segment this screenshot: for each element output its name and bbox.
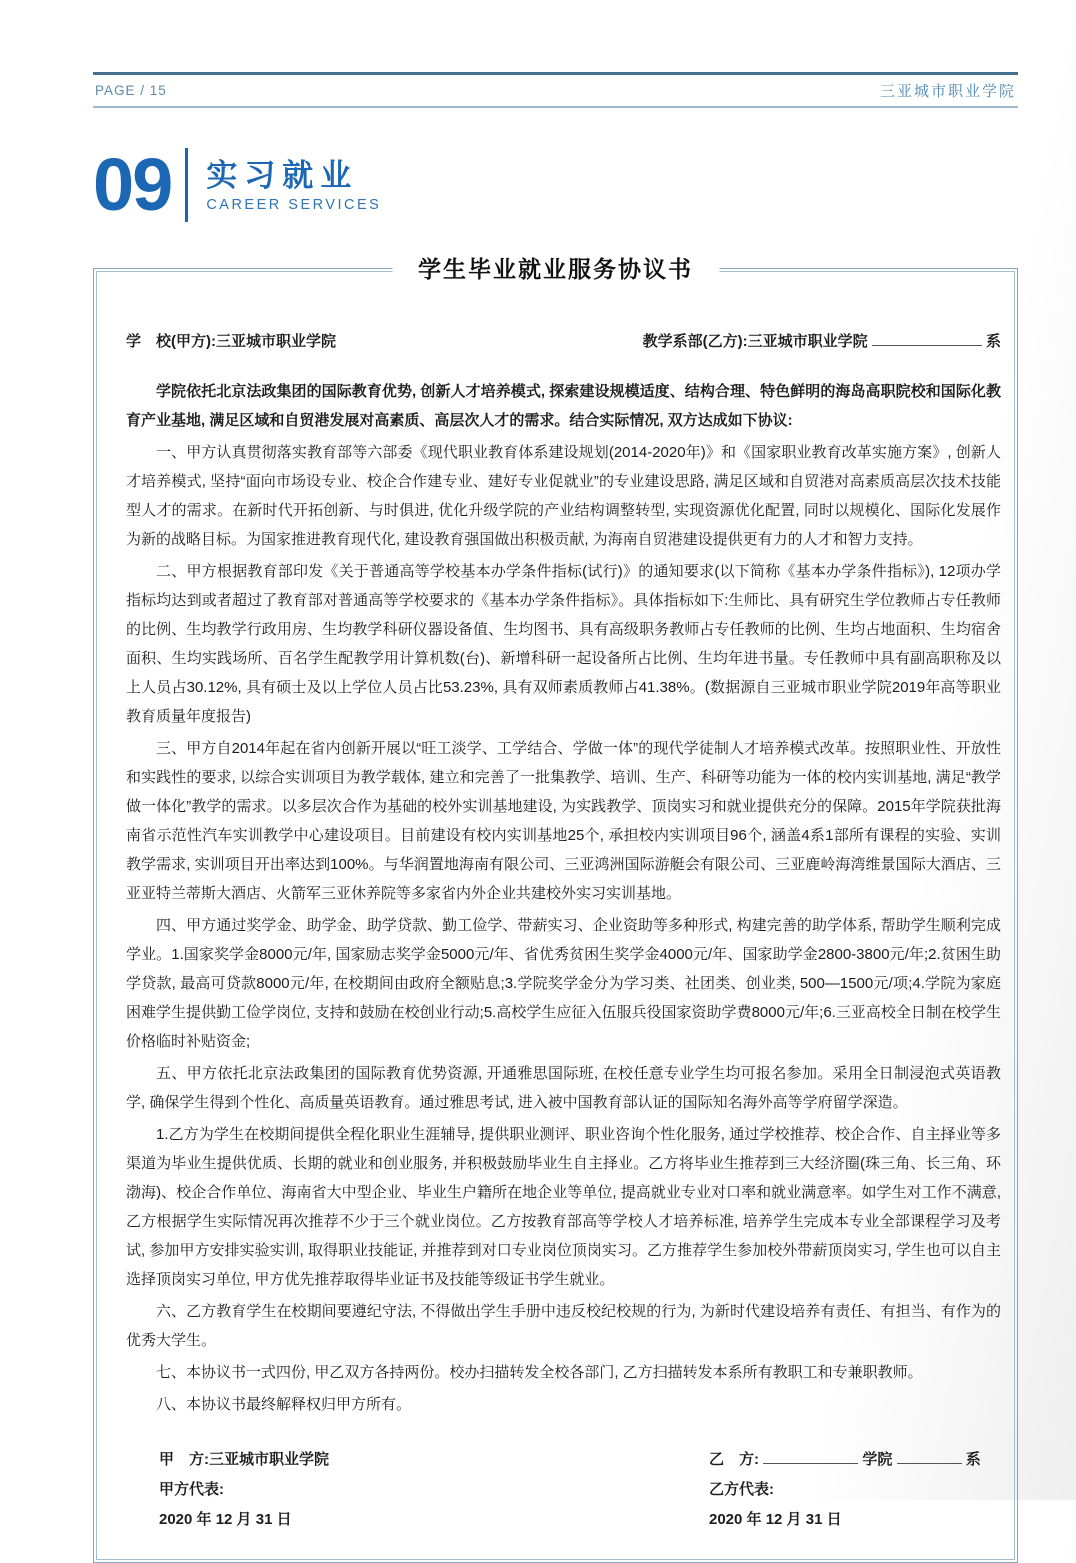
party-b-suffix: 系 [985, 333, 1001, 350]
party-b-name-mid: 学院 [862, 1451, 893, 1468]
clause-7: 七、本协议书一式四份, 甲乙双方各持两份。校办扫描转发全校各部门, 乙方扫描转发本系所有教职工和专兼职教师。 [156, 1364, 923, 1381]
party-b-date: 2020 年 12 月 31 日 [709, 1511, 842, 1528]
party-b-prefix: 教学系部(乙方):三亚城市职业学院 [642, 333, 868, 350]
party-a-line: 学 校(甲方):三亚城市职业学院 [126, 333, 336, 350]
clause-5: 五、甲方依托北京法政集团的国际教育优势资源, 开通雅思国际班, 在校任意专业学生均可报名参加。采用全日制浸泡式英语教学, 确保学生得到个性化、高质量英语教育。通过雅思考试, 进入被中国教育部认证的国际知名海外高等学府留学深造。 [126, 1065, 1001, 1111]
blank-underline [872, 332, 982, 346]
signature-block [126, 1445, 1001, 1535]
section-banner [93, 140, 1018, 230]
party-a-name: 甲 方:三亚城市职业学院 [159, 1451, 329, 1468]
agreement-box-inner [96, 271, 1015, 1560]
clause-2: 二、甲方根据教育部印发《关于普通高等学校基本办学条件指标(试行)》的通知要求(以下简称《基本办学条件指标》), 12项办学指标均达到或者超过了教育部对普通高等学校要求的《基本办学条件指标》。具体指标如下:生师比、具有研究生学位教师占专任教师的比例、生均教学行政用房、生均教学科研仪器设备值、生均图书、具有高级职务教师占专任教师的比例、生均占地面积、生均宿舍面积、生均实践场所、百名学生配教学用计算机数(台)、新增科研一起设备所占比例、生均年进书量。专任教师中具有副高职称及以上人员占30.12%, 具有硕士及以上学位人员占比53.23%, 具有双师素质教师占41.38%。(数据源自三亚城市职业学院2019年高等职业教育质量年度报告) [126, 563, 1001, 725]
blank-underline [763, 1450, 858, 1464]
party-a-representative: 甲方代表: [159, 1481, 224, 1498]
agreement-box [93, 256, 1018, 1563]
party-b-representative: 乙方代表: [709, 1481, 774, 1498]
party-b-name-suffix: 系 [965, 1451, 981, 1468]
section-title-en: CAREER SERVICES [206, 196, 382, 213]
party-b-name-prefix: 乙 方: [709, 1451, 759, 1468]
signature-party-b [709, 1445, 1001, 1535]
party-b-line [643, 330, 1001, 351]
clause-4: 四、甲方通过奖学金、助学金、助学贷款、勤工俭学、带薪实习、企业资助等多种形式, 构建完善的助学体系, 帮助学生顺利完成学业。1.国家奖学金8000元/年, 国家励志奖学金5000元/年、省优秀贫困生奖学金4000元/年、国家助学金2800-3800元/年;2.贫困生助学贷款, 最高可贷款8000元/年, 在校期间由政府全额贴息;3.学院奖学金分为学习类、社团类、创业类, 500—1500元/项;4.学院为家庭困难学生提供勤工俭学岗位, 支持和鼓励在校创业行动;5.高校学生应征入伍服兵役国家资助学费8000元/年;6.三亚高校全日制在校学生价格临时补贴资金; [126, 917, 1001, 1050]
intro-paragraph: 学院依托北京法政集团的国际教育优势, 创新人才培养模式, 探索建设规模适度、结构合理、特色鲜明的海岛高职院校和国际化教育产业基地, 满足区域和自贸港发展对高素质、高层次人才的需求。结合实际情况, 双方达成如下协议: [126, 383, 1001, 429]
section-number: 09 [93, 143, 172, 226]
page-header [93, 75, 1018, 106]
clause-5-sub-1: 1.乙方为学生在校期间提供全程化职业生涯辅导, 提供职业测评、职业咨询个性化服务, 通过学校推荐、校企合作、自主择业等多渠道为毕业生提供优质、长期的就业和创业服务, 并积极鼓励毕业生自主择业。乙方将毕业生推荐到三大经济圈(珠三角、长三角、环渤海)、校企合作单位、海南省大中型企业、毕业生户籍所在地企业等单位, 提高就业专业对口率和就业满意率。如学生对工作不满意, 乙方根据学生实际情况再次推荐不少于三个就业岗位。乙方按教育部高等学校人才培养标准, 培养学生完成本专业全部课程学习及考试, 参加甲方安排实验实训, 取得职业技能证, 并推荐到对口专业岗位顶岗实习。乙方推荐学生参加校外带薪顶岗实习, 学生也可以自主选择顶岗实习单位, 甲方优先推荐取得毕业证书及技能等级证书学生就业。 [126, 1126, 1001, 1288]
clause-3: 三、甲方自2014年起在省内创新开展以“旺工淡学、工学结合、学做一体”的现代学徒制人才培养模式改革。按照职业性、开放性和实践性的要求, 以综合实训项目为教学载体, 建立和完善了一批集教学、培训、生产、科研等功能为一体的校内实训基地, 满足“教学做一体化”教学的需求。以多层次合作为基础的校外实训基地建设, 为实践教学、顶岗实习和就业提供充分的保障。2015年学院获批海南省示范性汽车实训教学中心建设项目。目前建设有校内实训基地25个, 承担校内实训项目96个, 涵盖4系1部所有课程的实验、实训教学需求, 实训项目开出率达到100%。与华润置地海南有限公司、三亚鸿洲国际游艇会有限公司、三亚鹿岭海湾维景国际大酒店、三亚亚特兰蒂斯大酒店、火箭军三亚休养院等多家省内外企业共建校外实习实训基地。 [126, 740, 1001, 902]
clause-6: 六、乙方教育学生在校期间要遵纪守法, 不得做出学生手册中违反校纪校规的行为, 为新时代建设培养有责任、有担当、有作为的优秀大学生。 [126, 1303, 1001, 1349]
header-bottom-rule [93, 106, 1018, 108]
blank-underline [897, 1450, 962, 1464]
section-titles [206, 158, 381, 213]
party-b-name [709, 1445, 1001, 1475]
section-title-cn: 实习就业 [206, 157, 359, 193]
signature-party-a [159, 1445, 329, 1535]
section-divider [185, 148, 188, 222]
page-number-label: PAGE / 15 [95, 83, 167, 98]
header-school-name: 三亚城市职业学院 [879, 83, 1016, 100]
parties-row [126, 330, 1001, 351]
party-a-date: 2020 年 12 月 31 日 [159, 1511, 292, 1528]
clause-1: 一、甲方认真贯彻落实教育部等六部委《现代职业教育体系建设规划(2014-2020年)》和《国家职业教育改革实施方案》, 创新人才培养模式, 坚持“面向市场设专业、校企合作建专业、建好专业促就业”的专业建设思路, 满足区域和自贸港对高素质高层次技术技能型人才的需求。在新时代开拓创新、与时俱进, 优化升级学院的产业结构调整转型, 实现资源优化配置, 同时以规模化、国际化发展作为新的战略目标。为国家推进教育现代化, 建设教育强国做出积极贡献, 为海南自贸港建设提供更有力的人才和智力支持。 [126, 444, 1001, 548]
document-body [126, 377, 1001, 1419]
document-title: 学生毕业就业服务协议书 [392, 253, 719, 285]
clause-8: 八、本协议书最终解释权归甲方所有。 [156, 1396, 412, 1413]
